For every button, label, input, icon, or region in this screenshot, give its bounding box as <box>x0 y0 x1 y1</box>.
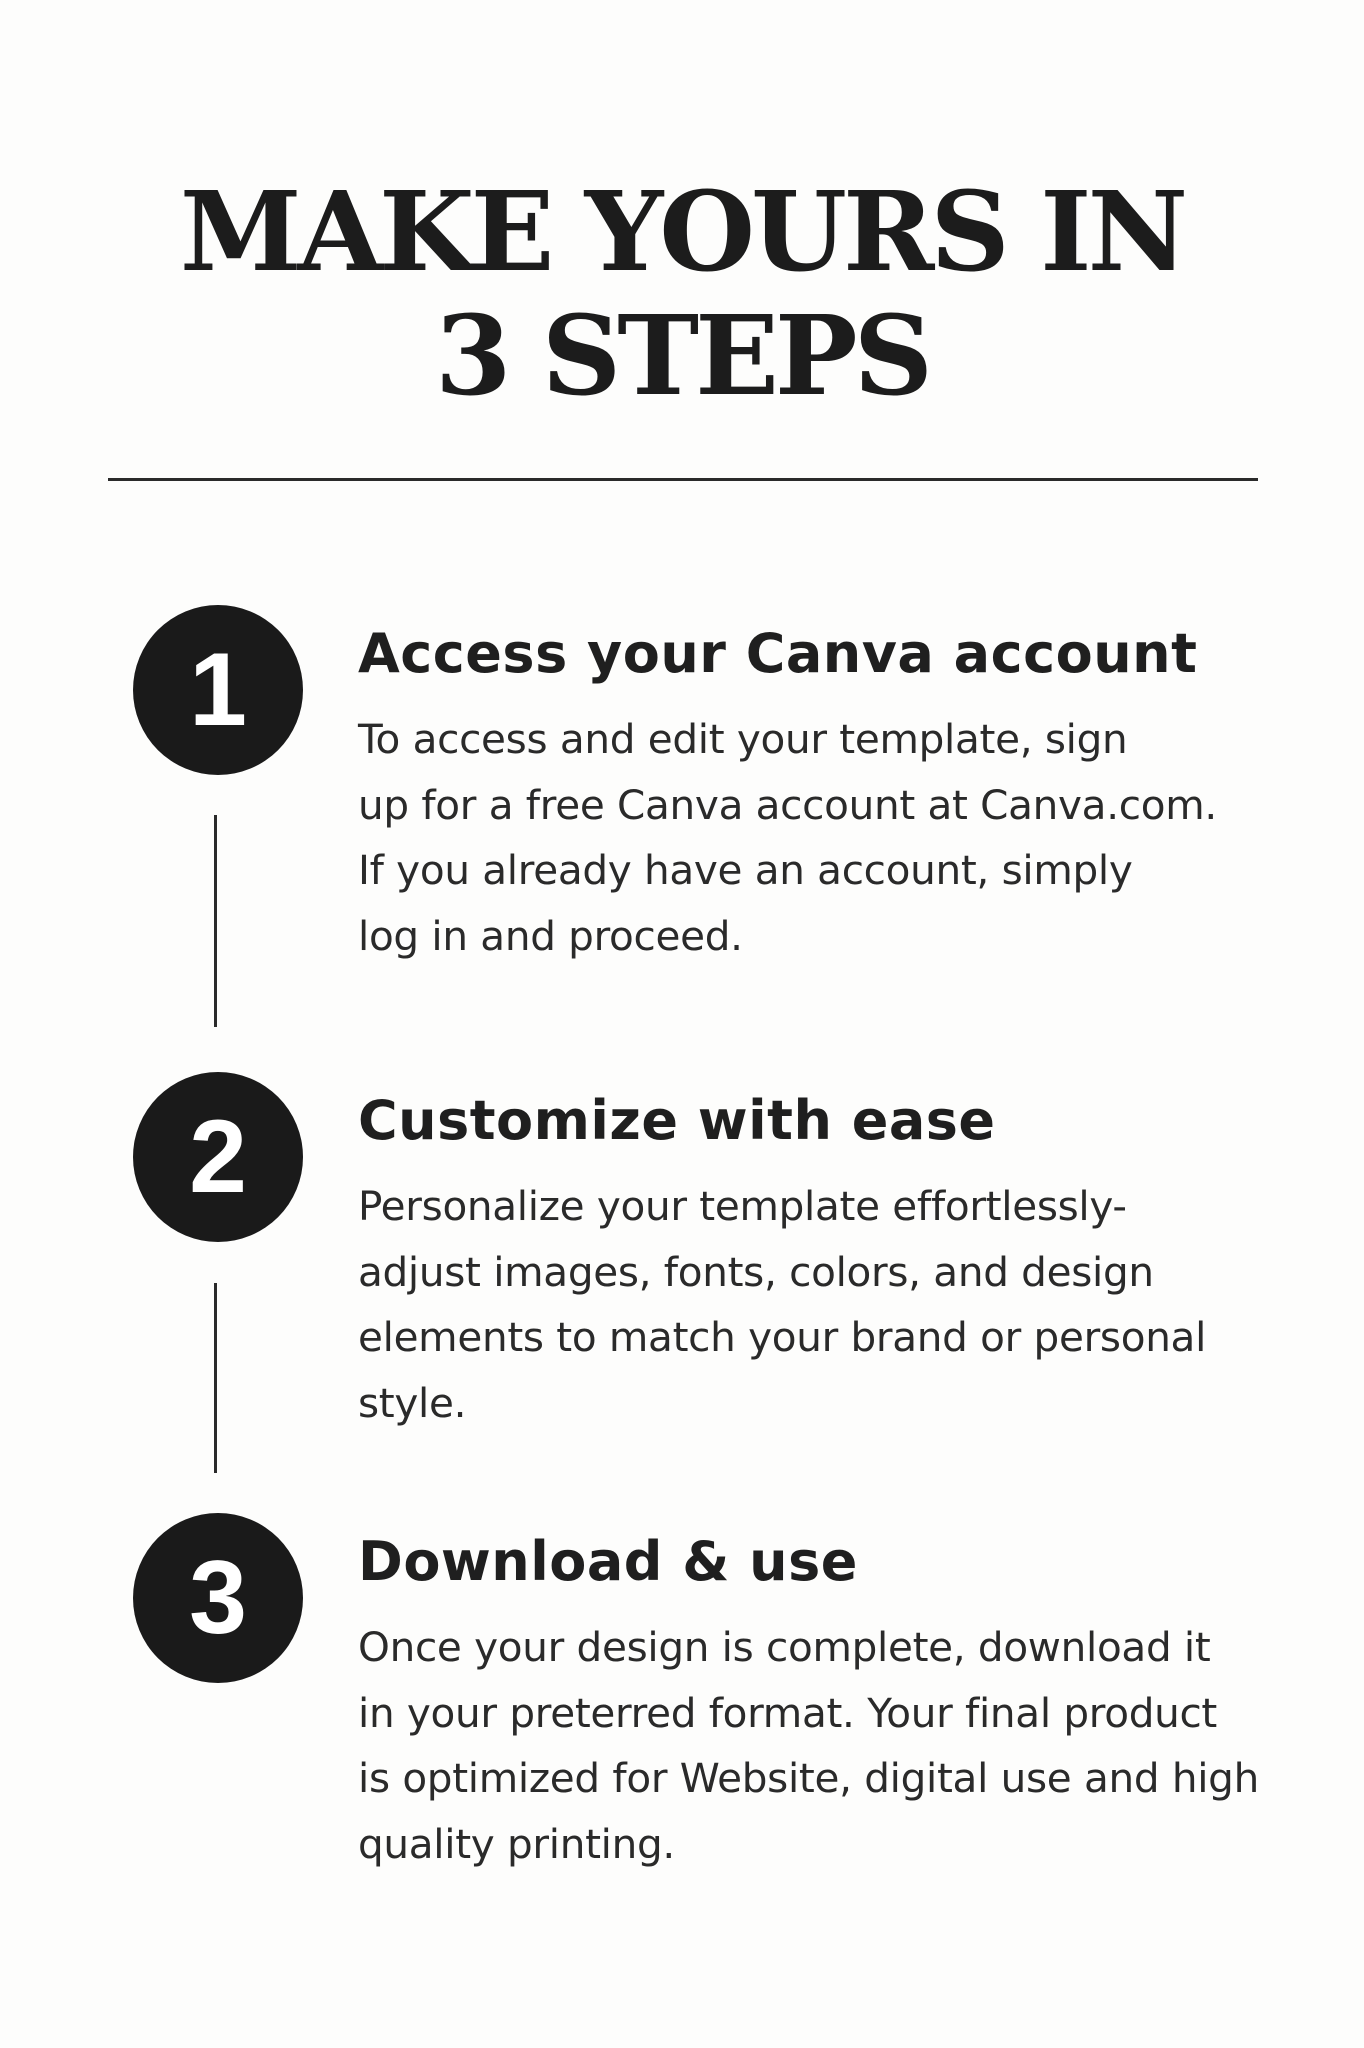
step-2-description-line: elements to match your brand or personal <box>358 1313 1207 1361</box>
page-title <box>0 167 1364 420</box>
step-connector-1-2 <box>214 815 217 1027</box>
step-2-description-line: Personalize your template effortlessly- <box>358 1182 1127 1230</box>
step-connector-2-3 <box>214 1283 217 1473</box>
title-line-2: 3 STEPS <box>434 291 930 420</box>
step-2-description-line: style. <box>358 1378 467 1427</box>
step-1-description-line: To access and edit your template, sign <box>358 715 1128 763</box>
step-1-description-line: up for a free Canva account at Canva.com. <box>358 780 1217 829</box>
step-3-heading: Download & use <box>358 1530 858 1593</box>
step-1-heading: Access your Canva account <box>358 622 1198 685</box>
step-1-description-line: log in and proceed. <box>358 911 743 960</box>
title-line-1: MAKE YOURS IN <box>179 167 1185 296</box>
step-2-heading: Customize with ease <box>358 1089 996 1152</box>
step-3-description <box>358 1615 1259 1877</box>
step-2-description <box>358 1174 1206 1436</box>
step-3-description-line: quality printing. <box>358 1819 675 1868</box>
step-3-description-line: is optimized for Website, digital use and high <box>358 1754 1259 1802</box>
step-2-number-badge: 2 <box>133 1072 303 1242</box>
step-3-number-badge: 3 <box>133 1513 303 1683</box>
step-1-number-badge: 1 <box>133 605 303 775</box>
step-2-description-line: adjust images, fonts, colors, and design <box>358 1247 1154 1296</box>
title-divider <box>108 478 1258 481</box>
step-1-description <box>358 707 1217 969</box>
step-3-description-line: in your preterred format. Your final product <box>358 1688 1218 1737</box>
step-1-description-line: If you already have an account, simply <box>358 846 1133 894</box>
step-3-description-line: Once your design is complete, download it <box>358 1623 1211 1671</box>
